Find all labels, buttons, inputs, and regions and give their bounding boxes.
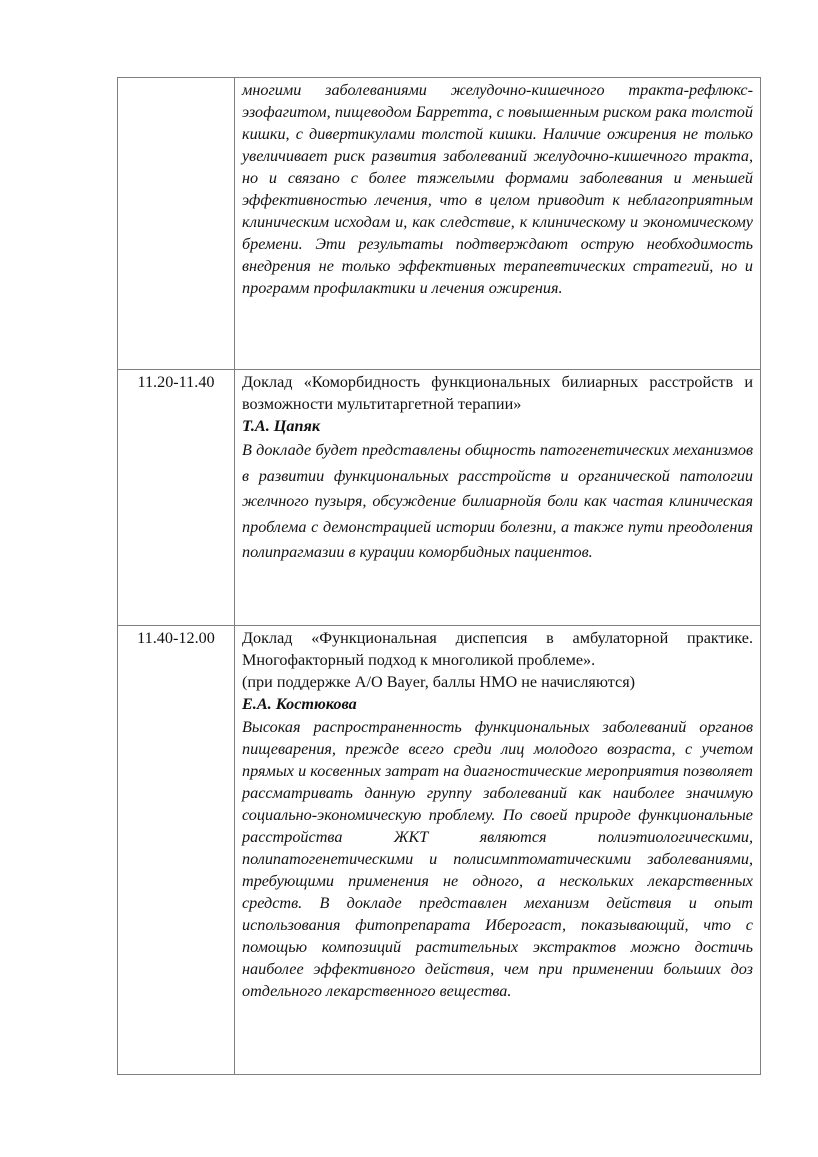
time-cell xyxy=(118,78,235,370)
content-cell xyxy=(235,370,761,626)
talk-author: Е.А. Костюкова xyxy=(242,695,357,713)
sponsor-note: (при поддержке А/О Bayer, баллы НМО не начисляются) xyxy=(242,673,636,691)
talk-abstract: многими заболеваниями желудочно-кишечного тракта-рефлюкс-эзофагитом, пищеводом Барретта, с повышенным риском рака толстой кишки, с дивертикулами толстой кишки. Наличие ожирения не только увеличивает риск развития заболеваний желудочно-кишечного тракта, но и связано с более тяжелыми формами заболевания и меньшей эффективностью лечения, что в целом приводит к неблагоприятным клиническим исходам и, как следствие, к клиническому и экономическому бремени. Эти результаты подтверждают острую необходимость внедрения не только эффективных терапевтических стратегий, но и программ профилактики и лечения ожирения. xyxy=(242,81,753,297)
table-row xyxy=(118,370,761,626)
talk-abstract: Высокая распространенность функциональных заболеваний органов пищеварения, прежде всего среди лиц молодого возраста, с учетом прямых и косвенных затрат на диагностические мероприятия позволяет рассматривать данную группу заболеваний как наиболее значимую социально-экономическую проблему. По своей природе функциональные расстройства ЖКТ являются полиэтиологическими, полипатогенетическими и полисимптоматическими заболеваниями, требующими применения не одного, а нескольких лекарственных средств. В докладе представлен механизм действия и опыт использования фитопрепарата Иберогаст, показывающий, что с помощью композиций растительных экстрактов можно достичь наиболее эффективного действия, чем при применении больших доз отдельного лекарственного вещества. xyxy=(242,718,753,1000)
time-cell: 11.20-11.40 xyxy=(118,370,235,626)
talk-title: Доклад «Коморбидность функциональных билиарных расстройств и возможности мультитаргетной терапии» xyxy=(242,373,753,413)
content-cell xyxy=(235,78,761,370)
talk-abstract: В докладе будет представлены общность патогенетических механизмов в развитии функциональных расстройств и органической патологии желчного пузыря, обсуждение билиарнойя боли как частая клиническая проблема с демонстрацией истории болезни, а также пути преодоления полипрагмазии в курации коморбидных пациентов. xyxy=(242,441,753,561)
content-cell xyxy=(235,626,761,1075)
table-row xyxy=(118,626,761,1075)
program-table xyxy=(117,77,761,1075)
table-row xyxy=(118,78,761,370)
talk-author: Т.А. Цапяк xyxy=(242,417,321,435)
time-cell: 11.40-12.00 xyxy=(118,626,235,1075)
talk-title: Доклад «Функциональная диспепсия в амбулаторной практике. Многофакторный подход к многоликой проблеме». xyxy=(242,629,753,669)
